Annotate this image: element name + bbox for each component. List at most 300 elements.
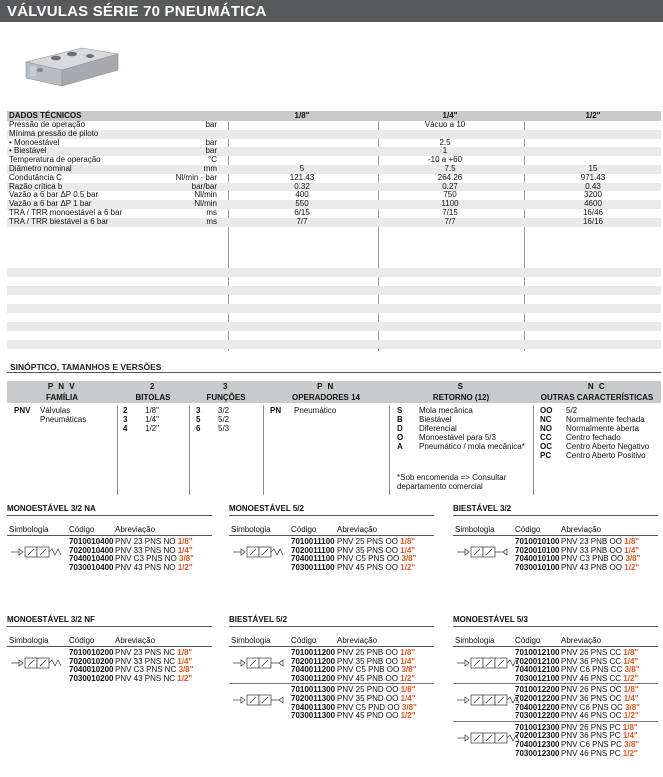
option-code: 6 [196, 424, 201, 433]
parameter-label: • Biestável [9, 146, 47, 156]
synoptic-code: S [457, 382, 465, 391]
synoptic-name: RETORNO (12) [432, 393, 490, 402]
parameter-label: • Monoestável [9, 137, 60, 147]
model-table [7, 504, 212, 572]
parameter-unit: Nl/min [194, 190, 217, 200]
abbreviation-text: PNV C5 PND OO [337, 702, 400, 712]
model-group [453, 721, 658, 758]
page-title: VÁLVULAS SÉRIE 70 PNEUMÁTICA [7, 3, 267, 20]
model-table-header [229, 635, 434, 647]
parameter-unit: bar [205, 120, 217, 129]
parameter-value: -10 a +60 [427, 155, 463, 165]
model-table-header [229, 524, 434, 536]
abbreviation-text: PNV 45 PNS OO [337, 562, 398, 572]
abbreviation-text: PNV C3 PNS NO [115, 554, 177, 564]
value-1-8: 7/7 [296, 216, 308, 226]
product-code: 7010012300 [515, 722, 560, 732]
value-1-2: 16/46 [582, 207, 604, 217]
synoptic-option-bitolas [123, 424, 159, 433]
abbreviation-text: PNV C6 PNS CC [561, 665, 623, 675]
product-code: 7040011200 [291, 665, 336, 675]
synoptic-option-outras [540, 451, 646, 460]
abbreviation-text: PNV 33 PNS NC [115, 656, 176, 666]
abbreviation-text: PNV 23 PNB OO [561, 537, 622, 546]
abbreviation-text: PNV 46 PNS PC [561, 748, 621, 758]
technical-row [7, 121, 661, 130]
abbreviation-size: 1/2" [177, 562, 193, 572]
product-code: 7020010100 [515, 545, 560, 555]
column-header-code: Código [515, 636, 541, 645]
product-code: 7010010400 [69, 537, 114, 546]
abbreviation-size: 1/8" [400, 648, 416, 657]
abbreviation-text: PNV 46 PNS OC [561, 711, 622, 721]
abbreviation-text: PNV 35 PND OO [337, 693, 399, 703]
option-code: CC [540, 433, 552, 442]
value-1-8: 0.32 [294, 181, 310, 191]
option-description: 1/4" [145, 415, 159, 424]
option-code: NO [540, 424, 552, 433]
value-1-4: 264.26 [437, 172, 463, 182]
product-code: 7020012300 [515, 731, 560, 741]
abbreviation-size: 1/2" [400, 562, 416, 572]
option-code: B [397, 415, 403, 424]
abbreviation-text: PNV 36 PNS OC [561, 693, 622, 703]
abbreviation-text: PNV C6 PNS OC [561, 702, 623, 712]
option-description: Mola mecânica [419, 406, 473, 415]
option-code: 4 [123, 424, 128, 433]
product-code: 7020012200 [515, 693, 560, 703]
synoptic-option-outras [540, 415, 645, 424]
divider [7, 515, 212, 516]
product-code: 7040011300 [291, 702, 336, 712]
synoptic-name: BITOLAS [135, 393, 171, 402]
abbreviation-size: 1/4" [177, 656, 193, 666]
product-code: 7010012100 [515, 648, 560, 657]
value-1-4: 7.5 [444, 163, 456, 173]
abbreviation-text: PNV 43 PNB OO [561, 562, 622, 572]
option-description: Pneumáticas [40, 415, 87, 424]
option-description: Pneumático [294, 406, 337, 415]
parameter-label: Temperatura de operação [9, 155, 101, 165]
abbreviation-text: PNV 26 PNS OC [561, 685, 622, 695]
product-code: 7040012100 [515, 665, 560, 675]
option-description: Biestável [419, 415, 452, 424]
parameter-label: TRA / TRR biestável a 6 bar [9, 216, 109, 226]
synoptic-option-retorno [397, 406, 473, 415]
abbreviation-text: PNV 43 PNS NO [115, 562, 176, 572]
synoptic-option-outras [540, 442, 649, 451]
column-header-sym: Simbologia [231, 636, 271, 645]
synoptic-col-familia [7, 381, 117, 403]
option-description: 1/2" [145, 424, 159, 433]
product-code: 7030011300 [291, 711, 336, 721]
parameter-label: Vazão a 6 bar ΔP 1 bar [9, 199, 92, 209]
product-abbreviation [337, 712, 416, 721]
column-header-sym: Simbologia [9, 525, 49, 534]
option-code: OO [540, 406, 553, 415]
option-code: PN [270, 406, 282, 415]
divider [7, 372, 661, 373]
parameter-unit: Nl/min · bar [175, 172, 217, 182]
abbreviation-size: 1/2" [622, 748, 638, 758]
value-1-2: 0.43 [585, 181, 601, 191]
abbreviation-text: PNV C5 PNS OO [337, 554, 400, 564]
size-header-1-4: 1/4" [442, 111, 458, 120]
product-abbreviation [115, 564, 193, 573]
synoptic-code: P N [317, 382, 335, 391]
model-table-title: BIESTÁVEL 5/2 [229, 615, 288, 624]
option-code: 3 [123, 415, 128, 424]
divider [453, 626, 658, 627]
technical-row [7, 130, 661, 139]
abbreviation-size: 3/8" [179, 554, 194, 564]
model-table-body [229, 647, 434, 721]
technical-row [7, 156, 661, 165]
value-1-2: 3200 [584, 190, 602, 200]
value-1-8: 6/15 [294, 207, 310, 217]
option-code: A [397, 442, 403, 451]
model-row [229, 564, 434, 573]
abbreviation-size: 1/4" [622, 731, 638, 741]
empty-band [7, 268, 661, 277]
title-bar [0, 0, 663, 22]
model-table-title: BIESTÁVEL 3/2 [453, 504, 512, 513]
column-header-abbr: Abreviação [115, 525, 156, 534]
empty-band [7, 304, 661, 313]
abbreviation-size: 1/4" [400, 545, 416, 555]
parameter-label: Vazão a 6 bar ΔP 0.5 bar [9, 190, 99, 200]
model-group [229, 683, 434, 720]
column-separator [189, 405, 190, 495]
model-table-title: MONOESTÁVEL 5/3 [453, 615, 528, 624]
model-table [453, 504, 658, 572]
model-table-body [7, 536, 212, 572]
column-header-sym: Simbologia [455, 636, 495, 645]
option-description: 1/8" [145, 406, 159, 415]
abbreviation-size: 1/4" [400, 656, 416, 666]
option-description: Diferencial [419, 424, 457, 433]
abbreviation-size: 1/4" [623, 656, 639, 666]
product-code: 7030012300 [515, 748, 560, 758]
column-separator [263, 405, 264, 495]
divider [229, 515, 434, 516]
model-row [453, 675, 658, 684]
option-description: Normalmente fechada [566, 415, 645, 424]
parameter-value: 1 [442, 146, 448, 156]
product-code: 7020011200 [291, 656, 336, 666]
empty-band [7, 322, 661, 331]
option-code: D [397, 424, 403, 433]
value-1-4: 0.27 [442, 181, 458, 191]
option-description: Monoestável para 5/3 [419, 433, 496, 442]
product-abbreviation [115, 675, 192, 684]
technical-data-table [7, 111, 661, 227]
abbreviation-size: 1/8" [400, 537, 416, 546]
synoptic-option-outras [540, 406, 577, 415]
synoptic-option-outras [540, 433, 621, 442]
synoptic-heading: SINÓPTICO, TAMANHOS E VERSÕES [10, 362, 162, 372]
column-header-abbr: Abreviação [561, 636, 602, 645]
product-code: 7030011100 [291, 562, 335, 572]
product-code: 7030011200 [291, 673, 336, 683]
abbreviation-text: PNV C6 PNS PC [561, 739, 622, 749]
product-code: 7030010400 [69, 562, 114, 572]
abbreviation-text: PNV 35 PNB OO [337, 656, 398, 666]
product-code: 7010011200 [291, 648, 336, 657]
synoptic-option-funcoes [196, 406, 229, 415]
synoptic-option-retorno [397, 433, 496, 442]
column-header-sym: Simbologia [9, 636, 49, 645]
value-1-8: 400 [295, 190, 309, 200]
model-row [453, 712, 658, 721]
model-table-body [453, 536, 658, 572]
model-table-header [453, 524, 658, 536]
abbreviation-text: PNV C3 PNB OO [561, 554, 624, 564]
parameter-unit: bar/bar [191, 181, 217, 191]
column-header-code: Código [69, 636, 95, 645]
option-code: O [397, 433, 404, 442]
option-description: Válvulas [40, 406, 71, 415]
synoptic-option-retorno [397, 442, 525, 451]
synoptic-code: 2 [150, 382, 156, 391]
valve-product-image [22, 40, 120, 90]
product-abbreviation [337, 564, 415, 573]
value-1-2: 4600 [584, 199, 602, 209]
option-description: Pneumático / mola mecânica* [419, 442, 525, 451]
model-table-header [453, 635, 658, 647]
column-header-code: Código [69, 525, 95, 534]
abbreviation-size: 1/2" [623, 673, 639, 683]
product-code: 7010011300 [291, 685, 336, 695]
synoptic-option-outras [540, 424, 639, 433]
product-code: 7040012300 [515, 739, 560, 749]
product-abbreviation [337, 675, 415, 684]
product-code: 7020010200 [69, 656, 114, 666]
abbreviation-size: 1/2" [400, 711, 416, 721]
abbreviation-size: 1/4" [177, 545, 193, 555]
parameter-label: Razão crítica b [9, 181, 63, 191]
abbreviation-size: 3/8" [624, 739, 640, 749]
abbreviation-text: PNV C5 PNB OO [337, 665, 400, 675]
synoptic-name: FUNÇÕES [206, 393, 246, 402]
parameter-unit: Nl/min [194, 199, 217, 209]
synoptic-code: P N V [47, 382, 77, 391]
option-code: PC [540, 451, 552, 460]
model-table [453, 615, 658, 758]
synoptic-option-familia [14, 415, 86, 424]
model-group [453, 536, 658, 572]
abbreviation-text: PNV 26 PNS CC [561, 648, 622, 657]
product-code: 7010010200 [69, 648, 114, 657]
abbreviation-size: 1/8" [623, 685, 639, 695]
parameter-value: 2.5 [439, 137, 451, 147]
column-header-code: Código [515, 525, 541, 534]
size-header-1-8: 1/8" [294, 111, 310, 120]
product-code: 7020011300 [291, 693, 336, 703]
abbreviation-size: 3/8" [624, 665, 640, 675]
synoptic-option-funcoes [196, 415, 229, 424]
value-1-2: 16/16 [582, 216, 604, 226]
option-description: Centro Aberto Negativo [566, 442, 650, 451]
abbreviation-size: 1/2" [400, 673, 416, 683]
abbreviation-text: PNV 33 PNS NO [115, 545, 176, 555]
parameter-label: Mínima pressão de piloto [9, 128, 99, 138]
abbreviation-size: 1/8" [177, 648, 193, 657]
abbreviation-text: PNV 43 PNS NC [115, 673, 176, 683]
option-code: OC [540, 442, 552, 451]
model-group [453, 683, 658, 720]
product-code: 7040012200 [515, 702, 560, 712]
empty-band [7, 340, 661, 349]
column-separator [533, 405, 534, 495]
product-code: 7040010400 [69, 554, 114, 564]
model-table [229, 615, 434, 721]
synoptic-col-outras [533, 381, 661, 403]
product-code: 7010012200 [515, 685, 560, 695]
abbreviation-size: 1/8" [400, 685, 416, 695]
abbreviation-text: PNV 45 PNB OO [337, 673, 398, 683]
abbreviation-size: 1/8" [622, 722, 638, 732]
model-group [7, 647, 212, 683]
abbreviation-text: PNV 25 PNB OO [337, 648, 398, 657]
product-code: 7030010200 [69, 673, 114, 683]
synoptic-option-retorno [397, 424, 457, 433]
model-table-body [229, 536, 434, 572]
abbreviation-text: PNV 36 PNS CC [561, 656, 622, 666]
abbreviation-size: 1/2" [624, 562, 640, 572]
value-1-4: 1100 [441, 199, 459, 209]
abbreviation-size: 3/8" [178, 665, 194, 675]
column-header-abbr: Abreviação [337, 636, 378, 645]
column-header-code: Código [291, 636, 317, 645]
option-description: Centro Aberto Positivo [566, 451, 646, 460]
product-abbreviation [561, 675, 638, 684]
technical-row [7, 165, 661, 174]
technical-row [7, 174, 661, 183]
synoptic-col-funcoes [189, 381, 263, 403]
synoptic-name: FAMÍLIA [46, 393, 78, 402]
value-1-8: 121.43 [289, 172, 315, 182]
technical-row [7, 147, 661, 156]
synoptic-option-operadores [270, 406, 336, 415]
option-code: 3 [196, 406, 201, 415]
synoptic-name: OUTRAS CARACTERÍSTICAS [540, 393, 654, 402]
divider [453, 515, 658, 516]
model-table-body [453, 647, 658, 758]
technical-row [7, 183, 661, 192]
synoptic-code: 3 [223, 382, 229, 391]
parameter-label: Condutância C [9, 172, 62, 182]
synoptic-code: N C [587, 382, 607, 391]
column-header-abbr: Abreviação [115, 636, 156, 645]
column-header-code: Código [291, 525, 317, 534]
model-table [7, 615, 212, 683]
product-abbreviation [561, 750, 638, 759]
parameter-unit: bar [205, 137, 217, 147]
abbreviation-size: 3/8" [401, 702, 417, 712]
model-table-title: MONOESTÁVEL 5/2 [229, 504, 304, 513]
parameter-unit: mm [203, 163, 217, 173]
model-group [453, 647, 658, 683]
parameter-label: TRA / TRR monoestável a 6 bar [9, 207, 123, 217]
technical-row [7, 139, 661, 148]
model-table-title: MONOESTÁVEL 3/2 NA [7, 504, 96, 513]
parameter-value: Vácuo a 10 [424, 120, 466, 129]
abbreviation-size: 1/2" [623, 711, 639, 721]
abbreviation-size: 1/8" [177, 537, 193, 546]
parameter-label: Diâmetro nominal [9, 163, 72, 173]
column-header-abbr: Abreviação [561, 525, 602, 534]
parameter-unit: ms [206, 216, 217, 226]
abbreviation-size: 3/8" [625, 702, 640, 712]
product-code: 7020011100 [291, 545, 335, 555]
abbreviation-text: PNV 45 PND OO [337, 711, 399, 721]
product-code: 7030010100 [515, 562, 560, 572]
product-code: 7040010200 [69, 665, 114, 675]
synoptic-option-familia [14, 406, 70, 415]
model-row [7, 564, 212, 573]
abbreviation-size: 1/8" [624, 537, 640, 546]
value-1-8: 5 [299, 163, 305, 173]
product-code: 7040011100 [291, 554, 335, 564]
option-code: 2 [123, 406, 128, 415]
column-header-sym: Simbologia [231, 525, 271, 534]
product-abbreviation [561, 564, 639, 573]
value-1-4: 750 [443, 190, 457, 200]
model-row [229, 675, 434, 684]
option-code: S [397, 406, 403, 415]
value-1-8: 550 [295, 199, 309, 209]
abbreviation-text: PNV 33 PNB OO [561, 545, 622, 555]
size-header-1-2: 1/2" [585, 111, 601, 120]
parameter-label: Pressão de operação [9, 120, 86, 129]
abbreviation-text: PNV 46 PNS CC [561, 673, 622, 683]
column-header-sym: Simbologia [455, 525, 495, 534]
parameter-unit: ms [206, 207, 217, 217]
model-group [229, 536, 434, 572]
model-table-header [7, 524, 212, 536]
abbreviation-size: 1/4" [400, 693, 416, 703]
retorno-note: *Sob encomenda => Consultar departamento comercial [397, 473, 507, 491]
synoptic-name: OPERADORES 14 [291, 393, 361, 402]
option-description: 5/3 [218, 424, 230, 433]
value-1-4: 7/7 [444, 216, 456, 226]
option-code: NC [540, 415, 552, 424]
divider [7, 626, 212, 627]
synoptic-option-bitolas [123, 415, 159, 424]
product-abbreviation [561, 712, 639, 721]
abbreviation-size: 1/2" [177, 673, 193, 683]
option-description: Normalmente aberta [566, 424, 639, 433]
option-description: Centro fechado [566, 433, 621, 442]
option-code: PNV [14, 406, 31, 415]
option-description: 5/2 [566, 406, 578, 415]
product-code: 7010010100 [515, 537, 560, 546]
value-1-2: 971.43 [580, 172, 606, 182]
model-table [229, 504, 434, 572]
value-1-4: 7/15 [442, 207, 458, 217]
abbreviation-size: 1/8" [623, 648, 639, 657]
synoptic-option-bitolas [123, 406, 159, 415]
column-separator [389, 405, 390, 495]
model-group [7, 536, 212, 572]
model-row [7, 675, 212, 684]
technical-header-label: DADOS TÉCNICOS [9, 111, 82, 120]
abbreviation-text: PNV C3 PNS NC [115, 665, 177, 675]
product-code: 7020010400 [69, 545, 114, 555]
product-code: 7030012100 [515, 673, 560, 683]
option-description: 3/2 [218, 406, 230, 415]
